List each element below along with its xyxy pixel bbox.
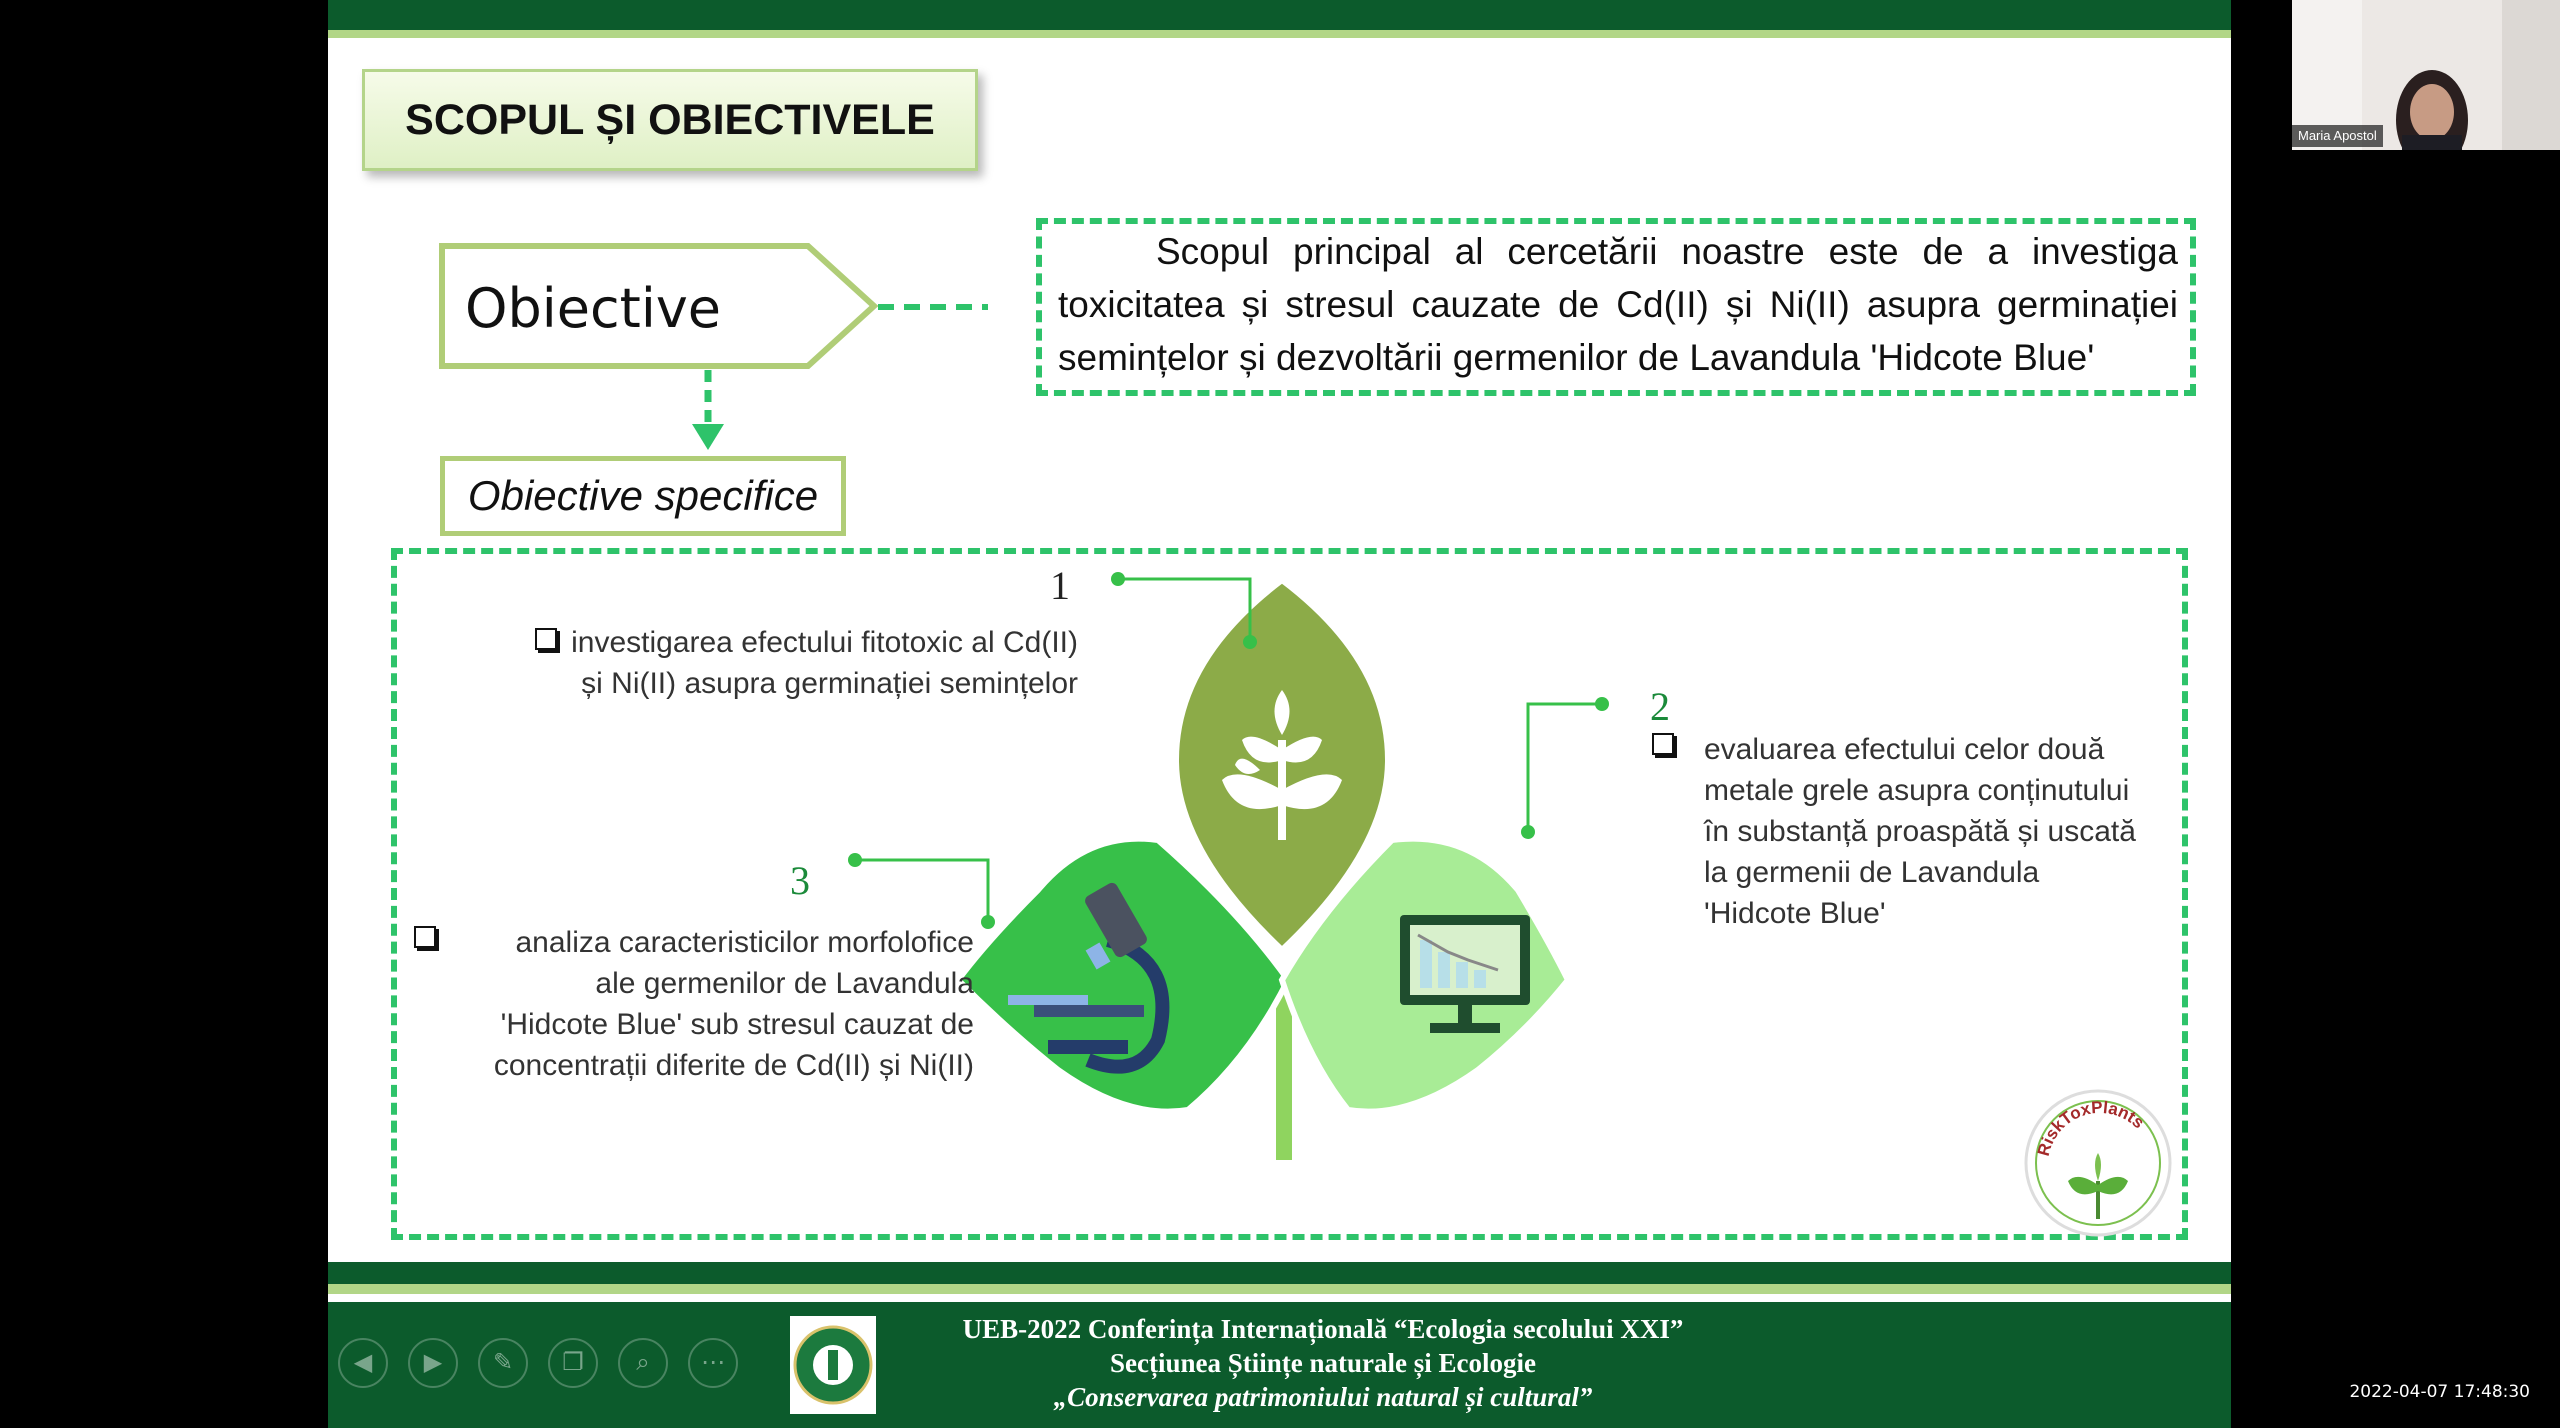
- pen-tool-button[interactable]: ✎: [478, 1338, 528, 1388]
- objective-3-bullet: [414, 926, 450, 954]
- footer-gap: [328, 1294, 2231, 1302]
- checkbox-bullet-icon: [535, 628, 557, 650]
- main-objective-label: Obiective: [464, 277, 722, 340]
- objective-2-text: evaluarea efectului celor două metale grele asupra conținutului în substanță proaspătă și uscată la germenii de Lavandula 'Hidcote Blue': [1704, 733, 2136, 930]
- next-slide-button[interactable]: ▶: [408, 1338, 458, 1388]
- scope-text: Scopul principal al cercetării noastre este de a investiga toxicitatea și stresul cauzate de Cd(II) și Ni(II) asupra germinației semințelor și dezvoltării germenilor de Lavandula 'Hidcote Blue': [1058, 231, 2178, 378]
- objective-1-text: investigarea efectului fitotoxic al Cd(II) și Ni(II) asupra germinației semințelor: [508, 622, 1078, 704]
- specific-objectives-label: Obiective specifice: [467, 472, 819, 519]
- footer-theme-line: „Conservarea patrimoniului natural și cultural”: [1053, 1382, 1593, 1412]
- presentation-slide: [328, 0, 2231, 1428]
- footer-section-line: Secțiunea Științe naturale și Ecologie: [1110, 1348, 1536, 1378]
- slide-footer: [328, 1302, 2231, 1428]
- risktoxplants-logo: [2020, 1085, 2176, 1241]
- checkbox-bullet-icon: [414, 926, 436, 948]
- checkbox-bullet-icon: [1652, 733, 1674, 755]
- see-all-slides-button[interactable]: ❐: [548, 1338, 598, 1388]
- objective-1-number: 1: [1050, 563, 1070, 608]
- participant-name-label: Maria Apostol: [2292, 125, 2383, 147]
- objective-3-number: 3: [790, 858, 810, 903]
- logo-text: RiskToxPlants: [2033, 1097, 2149, 1159]
- footer-conference-line: UEB-2022 Conferința Internațională “Ecologia secolului XXI”: [962, 1314, 1684, 1344]
- footer-bar-top: [328, 1262, 2231, 1284]
- objective-2-number: 2: [1650, 684, 1670, 729]
- recording-timestamp: 2022-04-07 17:48:30: [2349, 1382, 2530, 1402]
- footer-stripe: [328, 1284, 2231, 1294]
- previous-slide-button[interactable]: ◀: [338, 1338, 388, 1388]
- objective-3-text: analiza caracteristicilor morfolofice ale germenilor de Lavandula 'Hidcote Blue' sub stresul cauzat de concentrații diferite de Cd(II) și Ni(II): [493, 926, 974, 1082]
- objective-2-bullet: [1652, 733, 1688, 761]
- zoom-button[interactable]: ⌕: [618, 1338, 668, 1388]
- slide-title: SCOPUL ȘI OBIECTIVELE: [405, 96, 935, 144]
- more-options-button[interactable]: ⋯: [688, 1338, 738, 1388]
